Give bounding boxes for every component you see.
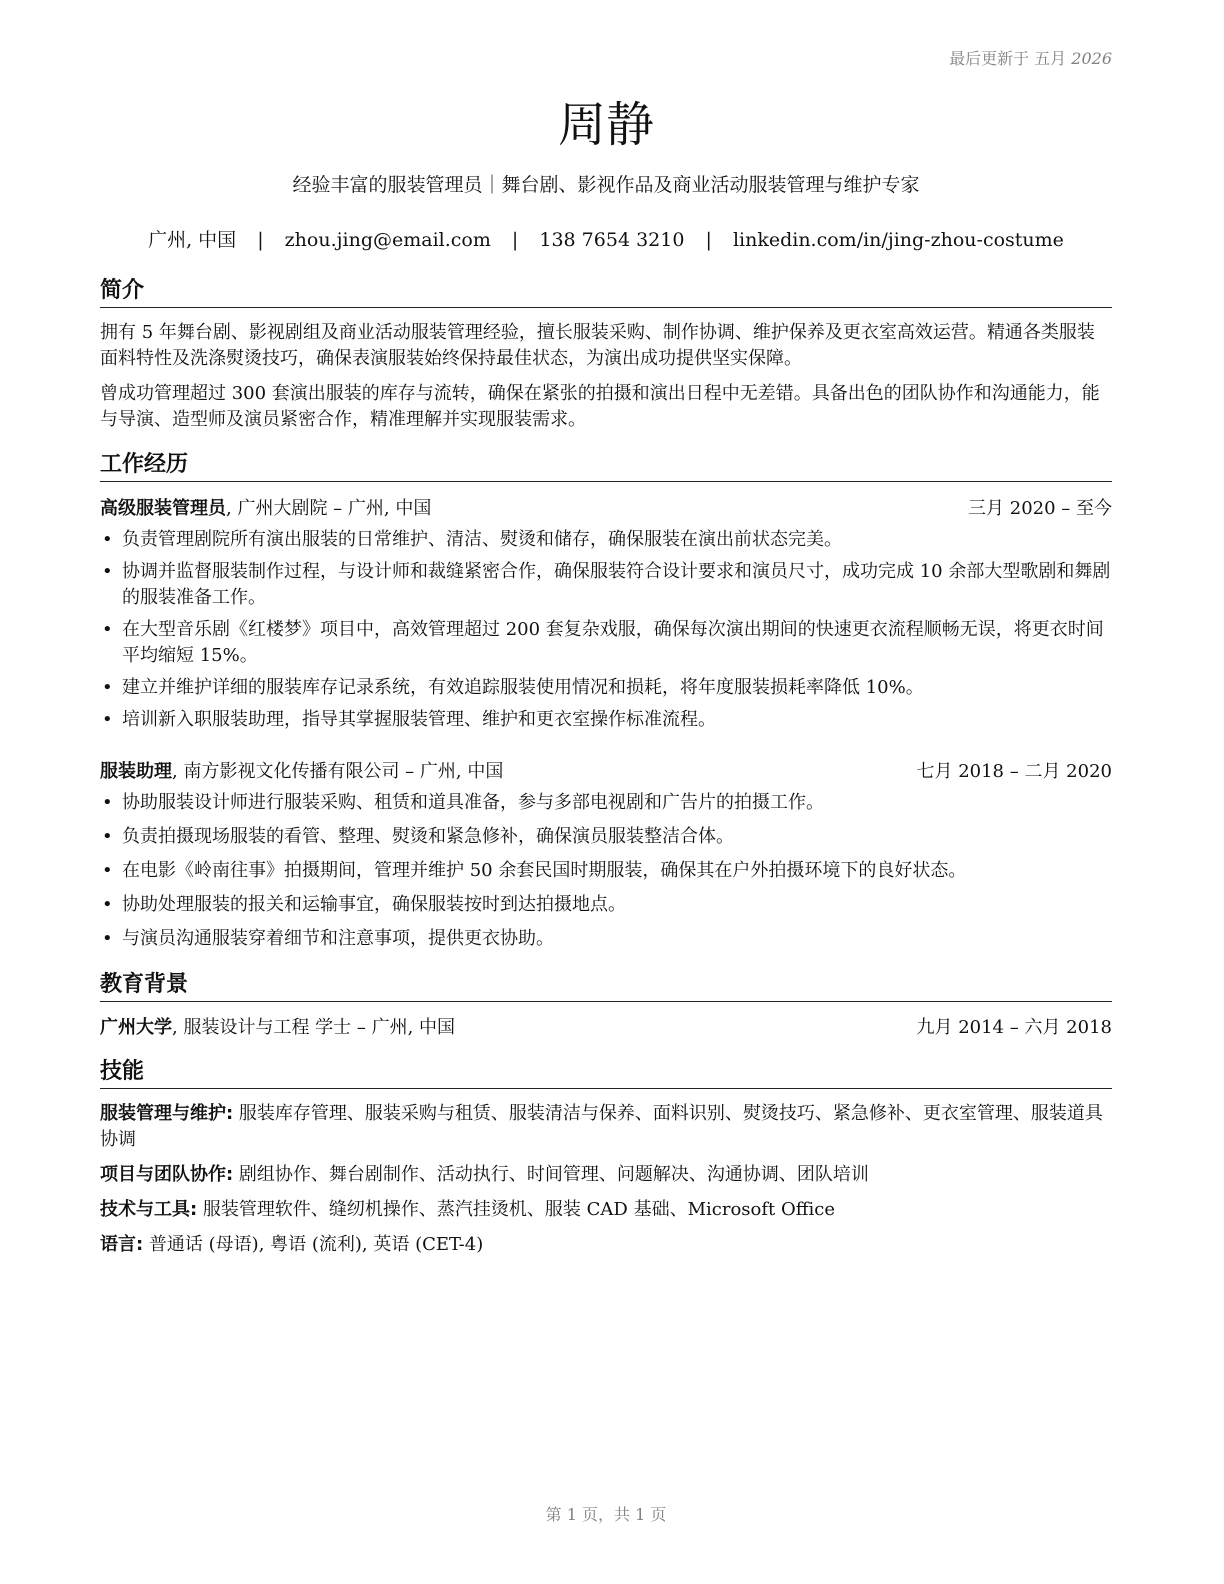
skill-label: 服装管理与维护:	[100, 1103, 234, 1124]
education-section	[100, 971, 1112, 1041]
contact-separator: |	[511, 229, 519, 251]
skill-line	[100, 1101, 1112, 1153]
contact-linkedin[interactable]: linkedin.com/in/jing-zhou-costume	[732, 229, 1064, 251]
education-entry	[100, 1015, 1112, 1041]
job-role: 服装助理	[100, 761, 172, 782]
job-bullet: • 与演员沟通服装穿着细节和注意事项，提供更衣协助。	[100, 926, 1112, 952]
contact-email[interactable]: zhou.jing@email.com	[284, 229, 491, 251]
job-bullet: • 负责拍摄现场服装的看管、整理、熨烫和紧急修补，确保演员服装整洁合体。	[100, 824, 1112, 850]
experience-section	[100, 451, 1112, 952]
summary-section	[100, 277, 1112, 433]
tagline: 经验丰富的服装管理员｜舞台剧、影视作品及商业活动服装管理与维护专家	[292, 174, 920, 196]
summary-paragraph: 拥有 5 年舞台剧、影视剧组及商业活动服装管理经验，擅长服装采购、制作协调、维护保养及更衣室高效运营。精通各类服装面料特性及洗涤熨烫技巧，确保表演服装始终保持最佳状态，为演出成功提供坚实保障。	[100, 322, 1095, 369]
skill-label: 项目与团队协作:	[100, 1164, 234, 1185]
job-org: , 南方影视文化传播有限公司 – 广州, 中国	[172, 761, 504, 782]
section-title-skills: 技能	[100, 1058, 1112, 1089]
job-bullet: • 协助处理服装的报关和运输事宜，确保服装按时到达拍摄地点。	[100, 892, 1112, 918]
skill-value: 剧组协作、舞台剧制作、活动执行、时间管理、问题解决、沟通协调、团队培训	[233, 1164, 869, 1185]
education-school: 广州大学	[100, 1017, 172, 1038]
job-org: , 广州大剧院 – 广州, 中国	[226, 498, 432, 519]
job-bullet: • 培训新入职服装助理，指导其掌握服装管理、维护和更衣室操作标准流程。	[100, 707, 1112, 733]
job-bullet: • 在电影《岭南往事》拍摄期间，管理并维护 50 余套民国时期服装，确保其在户外拍摄环境下的良好状态。	[100, 858, 1112, 884]
job-bullet: • 协调并监督服装制作过程，与设计师和裁缝紧密合作，确保服装符合设计要求和演员尺寸，成功完成 10 余部大型歌剧和舞剧的服装准备工作。	[100, 559, 1112, 611]
skill-label: 技术与工具:	[100, 1199, 198, 1220]
job-entry	[100, 759, 1112, 952]
section-title-education: 教育背景	[100, 971, 1112, 1002]
last-updated-year: 2026	[1071, 49, 1112, 68]
skill-line	[100, 1197, 1112, 1223]
skill-value: 服装管理软件、缝纫机操作、蒸汽挂烫机、服装 CAD 基础、Microsoft Office	[197, 1199, 836, 1220]
job-bullet: • 在大型音乐剧《红楼梦》项目中，高效管理超过 200 套复杂戏服，确保每次演出期间的快速更衣流程顺畅无误，将更衣时间平均缩短 15%。	[100, 617, 1112, 669]
skill-value: 普通话 (母语), 粤语 (流利), 英语 (CET-4)	[143, 1234, 484, 1255]
job-dates: 三月 2020 – 至今	[968, 498, 1112, 519]
job-header	[100, 759, 1112, 785]
last-updated	[949, 46, 1112, 69]
skill-line	[100, 1162, 1112, 1188]
job-dates: 七月 2018 – 二月 2020	[916, 761, 1112, 782]
job-bullet: • 协助服装设计师进行服装采购、租赁和道具准备，参与多部电视剧和广告片的拍摄工作。	[100, 790, 1112, 816]
contact-line	[100, 225, 1112, 252]
job-bullet: • 建立并维护详细的服装库存记录系统，有效追踪服装使用情况和损耗，将年度服装损耗率降低 10%。	[100, 675, 1112, 701]
contact-separator: |	[705, 229, 712, 251]
last-updated-month: 最后更新于 五月	[949, 49, 1067, 68]
contact-location: 广州, 中国	[148, 229, 237, 251]
skill-line	[100, 1232, 1112, 1258]
job-entry	[100, 496, 1112, 733]
section-title-experience: 工作经历	[100, 451, 1112, 482]
section-title-summary: 简介	[100, 277, 1112, 308]
resume-page	[100, 0, 1112, 1584]
job-header	[100, 496, 1112, 522]
job-bullets	[100, 527, 1112, 733]
job-bullets	[100, 790, 1112, 952]
summary-paragraph: 曾成功管理超过 300 套演出服装的库存与流转，确保在紧张的拍摄和演出日程中无差错。具备出色的团队协作和沟通能力，能与导演、造型师及演员紧密合作，精准理解并实现服装需求。	[100, 383, 1100, 430]
contact-separator: |	[257, 229, 264, 251]
job-role: 高级服装管理员	[100, 498, 226, 519]
candidate-name: 周静	[557, 97, 654, 153]
skills-section	[100, 1058, 1112, 1258]
page-footer: 第 1 页，共 1 页	[545, 1505, 667, 1524]
education-dates: 九月 2014 – 六月 2018	[916, 1017, 1112, 1038]
skill-label: 语言:	[100, 1234, 144, 1255]
education-detail: , 服装设计与工程 学士 – 广州, 中国	[172, 1017, 456, 1038]
contact-phone: 138 7654 3210	[539, 229, 685, 251]
skill-value: 服装库存管理、服装采购与租赁、服装清洁与保养、面料识别、熨烫技巧、紧急修补、更衣室管理、服装道具协调	[100, 1103, 1103, 1150]
job-bullet: • 负责管理剧院所有演出服装的日常维护、清洁、熨烫和储存，确保服装在演出前状态完美。	[100, 527, 1112, 553]
